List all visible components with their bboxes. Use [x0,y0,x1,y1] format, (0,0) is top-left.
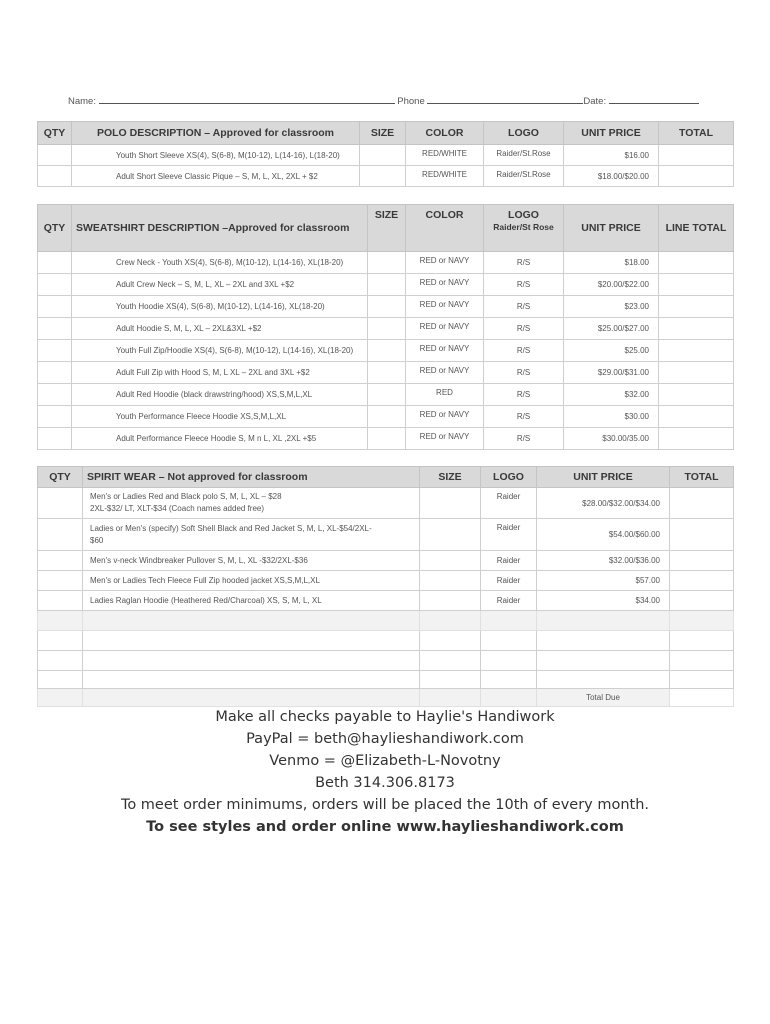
phone-field[interactable] [427,94,573,104]
description-cell: Adult Red Hoodie (black drawstring/hood) XS,S,M,L,XL [72,384,368,406]
qty-cell[interactable] [38,551,83,571]
polo-size-header: SIZE [360,122,406,145]
total-cell[interactable] [659,318,734,340]
description-cell [83,591,420,611]
sweatshirt-header-row [38,205,734,252]
polo-table [37,121,734,187]
blank-row [38,631,734,651]
description-cell: Youth Hoodie XS(4), S(6-8), M(10-12), L(14-16), XL(18-20) [72,296,368,318]
price-cell: $18.00/$20.00 [564,166,659,187]
price-cell: $32.00 [564,384,659,406]
description-cell: Adult Full Zip with Hood S, M, L XL – 2XL and 3XL +$2 [72,362,368,384]
size-cell[interactable] [368,318,406,340]
price-cell: $29.00/$31.00 [564,362,659,384]
qty-cell[interactable] [38,406,72,428]
color-cell: RED or NAVY [406,362,484,384]
name-field[interactable] [99,94,395,104]
description-line-2: 2XL-$32/ LT, XLT-$34 (Coach names added free) [90,504,265,513]
total-cell[interactable] [659,274,734,296]
sweatshirt-total-header: LINE TOTAL [659,205,734,252]
qty-cell[interactable] [38,340,72,362]
sweatshirt-qty-header: QTY [38,205,72,252]
spirit-wear-table [37,466,734,707]
sweatshirt-table [37,204,734,450]
logo-cell: R/S [484,274,564,296]
logo-cell: Raider/St.Rose [484,145,564,166]
total-cell[interactable] [670,591,734,611]
total-cell[interactable] [659,252,734,274]
venmo-line: Venmo = @Elizabeth-L-Novotny [269,753,501,769]
size-cell[interactable] [368,362,406,384]
table-row [38,340,734,362]
logo-cell: R/S [484,340,564,362]
size-cell[interactable] [368,252,406,274]
polo-total-header: TOTAL [659,122,734,145]
color-cell: RED/WHITE [406,166,484,187]
qty-cell[interactable] [38,252,72,274]
color-cell: RED or NAVY [406,296,484,318]
description-cell [83,551,420,571]
logo-header-label: LOGO [508,209,539,221]
size-cell[interactable] [368,428,406,450]
description-line: Men's v-neck Windbreaker Pullover S, M, L, XL -$32/2XL-$36 [90,555,308,565]
total-cell[interactable] [659,340,734,362]
total-cell[interactable] [670,519,734,551]
spirit-total-header: TOTAL [670,467,734,488]
size-cell[interactable] [420,571,481,591]
description-cell [83,571,420,591]
qty-cell[interactable] [38,145,72,166]
description-cell [83,488,420,519]
qty-cell[interactable] [38,362,72,384]
total-due-row [38,689,734,707]
qty-cell[interactable] [38,166,72,187]
description-cell [83,519,420,551]
description-cell: Adult Crew Neck – S, M, L, XL – 2XL and 3XL +$2 [72,274,368,296]
blank-row [38,611,734,631]
table-row [38,571,734,591]
logo-cell: R/S [484,384,564,406]
size-cell[interactable] [368,384,406,406]
price-cell: $34.00 [537,591,670,611]
qty-cell[interactable] [38,296,72,318]
total-cell[interactable] [670,571,734,591]
qty-cell[interactable] [38,488,83,519]
spirit-logo-header: LOGO [481,467,537,488]
color-cell: RED or NAVY [406,406,484,428]
logo-cell: R/S [484,296,564,318]
color-cell: RED or NAVY [406,274,484,296]
table-row [38,296,734,318]
table-row [38,591,734,611]
polo-logo-header: LOGO [484,122,564,145]
phone-label: Phone [397,96,425,107]
description-line: Ladies or Men's (specify) Soft Shell Black and Red Jacket S, M, L, XL-$54/2XL- [90,523,372,533]
order-online-line: To see styles and order online www.haylieshandiwork.com [146,819,624,835]
description-line-2: $60 [90,535,104,545]
polo-price-header: UNIT PRICE [564,122,659,145]
paypal-line: PayPal = beth@haylieshandiwork.com [246,731,524,747]
size-cell[interactable] [368,274,406,296]
spirit-size-header: SIZE [420,467,481,488]
total-cell[interactable] [659,166,734,187]
description-cell: Youth Performance Fleece Hoodie XS,S,M,L,XL [72,406,368,428]
logo-header-sub: Raider/St Rose [493,222,554,232]
color-cell: RED [406,384,484,406]
qty-cell[interactable] [38,591,83,611]
description-cell: Adult Short Sleeve Classic Pique – S, M, L, XL, 2XL + $2 [72,166,360,187]
total-cell[interactable] [659,384,734,406]
table-row [38,488,734,519]
description-cell: Crew Neck - Youth XS(4), S(6-8), M(10-12), L(14-16), XL(18-20) [72,252,368,274]
logo-cell: Raider/St.Rose [484,166,564,187]
total-due-field[interactable] [670,689,734,707]
spirit-desc-header: SPIRIT WEAR – Not approved for classroom [83,467,420,488]
table-row [38,318,734,340]
description-line: Men's or Ladies Red and Black polo S, M, L, XL – $28 [90,492,282,501]
sweatshirt-color-header: COLOR [406,205,484,252]
polo-qty-header: QTY [38,122,72,145]
name-label: Name: [68,96,96,107]
payment-info [0,706,770,838]
polo-desc-header: POLO DESCRIPTION – Approved for classroom [72,122,360,145]
qty-cell[interactable] [38,274,72,296]
sweatshirt-size-header: SIZE [368,205,406,252]
table-row [38,362,734,384]
color-cell: RED or NAVY [406,340,484,362]
description-cell: Adult Performance Fleece Hoodie S, M n L, XL ,2XL +$5 [72,428,368,450]
total-cell[interactable] [659,406,734,428]
sweatshirt-price-header: UNIT PRICE [564,205,659,252]
logo-cell: Raider [481,488,537,519]
price-cell: $30.00 [564,406,659,428]
price-cell: $28.00/$32.00/$34.00 [537,488,670,519]
price-cell: $30.00/35.00 [564,428,659,450]
table-row [38,166,734,187]
price-cell: $23.00 [564,296,659,318]
order-minimums-line: To meet order minimums, orders will be placed the 10th of every month. [120,797,650,813]
logo-cell: R/S [484,252,564,274]
qty-cell[interactable] [38,519,83,551]
description-line: Men's or Ladies Tech Fleece Full Zip hooded jacket XS,S,M,L,XL [90,575,320,585]
total-due-label: Total Due [537,689,670,707]
table-row [38,384,734,406]
order-info-line [68,94,708,107]
logo-cell: R/S [484,428,564,450]
color-cell: RED or NAVY [406,318,484,340]
price-cell: $54.00/$60.00 [537,519,670,551]
size-cell[interactable] [360,166,406,187]
logo-cell: Raider [481,519,537,551]
price-cell: $32.00/$36.00 [537,551,670,571]
logo-cell: R/S [484,362,564,384]
size-cell[interactable] [368,406,406,428]
logo-cell: R/S [484,318,564,340]
size-cell[interactable] [420,551,481,571]
qty-cell[interactable] [38,571,83,591]
size-cell[interactable] [368,340,406,362]
sweatshirt-desc-header: SWEATSHIRT DESCRIPTION –Approved for classroom [72,205,368,252]
qty-cell[interactable] [38,384,72,406]
checks-payable-line: Make all checks payable to Haylie's Handiwork [215,709,555,725]
price-cell: $20.00/$22.00 [564,274,659,296]
phone-line: Beth 314.306.8173 [315,775,455,791]
spirit-header-row [38,467,734,488]
total-cell[interactable] [659,428,734,450]
blank-row [38,671,734,689]
polo-color-header: COLOR [406,122,484,145]
description-cell: Youth Full Zip/Hoodie XS(4), S(6-8), M(10-12), L(14-16), XL(18-20) [72,340,368,362]
total-cell[interactable] [659,296,734,318]
size-cell[interactable] [360,145,406,166]
price-cell: $25.00 [564,340,659,362]
price-cell: $16.00 [564,145,659,166]
date-field[interactable] [609,94,699,104]
size-cell[interactable] [420,591,481,611]
spirit-qty-header: QTY [38,467,83,488]
qty-cell[interactable] [38,318,72,340]
color-cell: RED or NAVY [406,428,484,450]
price-cell: $57.00 [537,571,670,591]
size-cell[interactable] [420,488,481,519]
price-cell: $25.00/$27.00 [564,318,659,340]
table-row [38,406,734,428]
spirit-price-header: UNIT PRICE [537,467,670,488]
sweatshirt-logo-header [484,205,564,252]
table-row [38,145,734,166]
total-cell[interactable] [659,362,734,384]
total-cell[interactable] [670,488,734,519]
logo-cell: R/S [484,406,564,428]
description-line: Ladies Raglan Hoodie (Heathered Red/Charcoal) XS, S, M, L, XL [90,595,322,605]
table-row [38,551,734,571]
polo-header-row [38,122,734,145]
logo-cell: Raider [481,591,537,611]
date-label: Date: [583,96,607,107]
logo-cell: Raider [481,551,537,571]
table-row [38,519,734,551]
color-cell: RED or NAVY [406,252,484,274]
table-row [38,252,734,274]
color-cell: RED/WHITE [406,145,484,166]
total-cell[interactable] [670,551,734,571]
description-cell: Adult Hoodie S, M, L, XL – 2XL&3XL +$2 [72,318,368,340]
qty-cell[interactable] [38,428,72,450]
price-cell: $18.00 [564,252,659,274]
table-row [38,428,734,450]
size-cell[interactable] [368,296,406,318]
logo-cell: Raider [481,571,537,591]
table-row [38,274,734,296]
description-cell: Youth Short Sleeve XS(4), S(6-8), M(10-12), L(14-16), L(18-20) [72,145,360,166]
total-cell[interactable] [659,145,734,166]
size-cell[interactable] [420,519,481,551]
blank-row [38,651,734,671]
